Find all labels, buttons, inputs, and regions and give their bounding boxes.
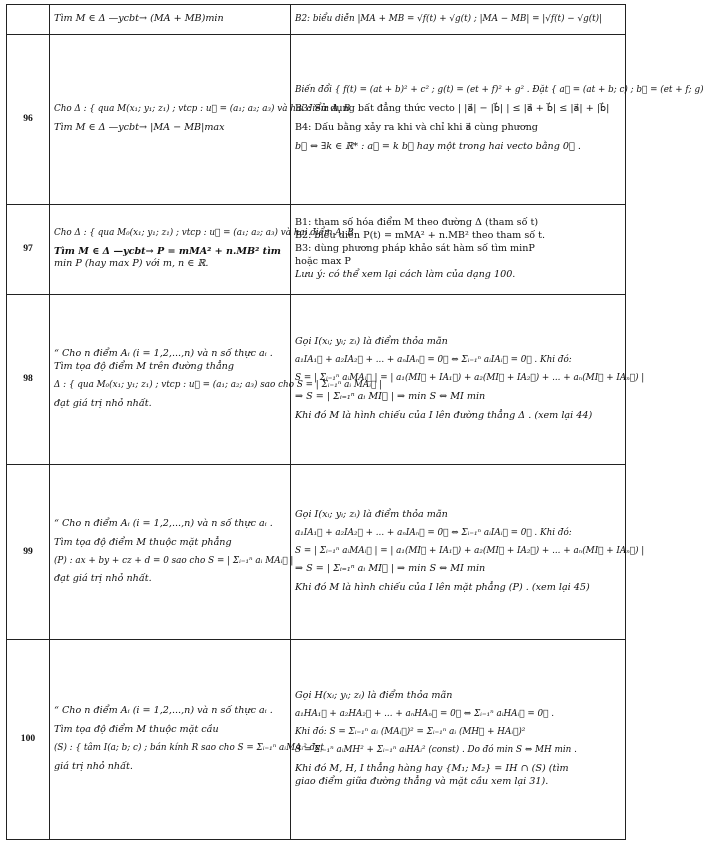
problem-cell [50, 640, 324, 840]
method-line: a₁IA₁⃗ + a₂IA₂⃗ + ... + aₙIAₙ⃗ = 0⃗ ⇔ Σᵢ₌₁ⁿ aᵢIAᵢ⃗ = 0⃗ . Khi đó: [295, 527, 572, 538]
method-line: Biến đổi { f(t) = (at + b)² + c² ; g(t) = (et + f)² + g² . Đặt { a⃗ = (at + b; c) ; b⃗ = (et + f; g) [295, 85, 704, 96]
problem-line: “ Cho n điểm Aᵢ (i = 1,2,...,n) và n số thực aᵢ . [54, 517, 273, 529]
method-cell [291, 465, 645, 640]
method-line: ⇒ S = | Σᵢ₌₁ⁿ aᵢ MI⃗ | ⇒ min S ⇔ MI min [295, 390, 486, 402]
problem-cell [50, 465, 294, 640]
method-line: b⃗ ⇔ ∃k ∈ ℝ* : a⃗ = k b⃗ hay một trong hai vecto bằng 0⃗ . [295, 140, 581, 152]
table-row [7, 205, 626, 295]
problem-line: Tìm M ∈ Δ —ycbt→ P = mMA² + n.MB² tìm [54, 245, 281, 257]
method-line: B3: Sử dụng bất đẳng thức vecto | |a⃗| − |b⃗| | ≤ |a⃗ + b⃗| ≤ |a⃗| + |b⃗| [295, 103, 610, 115]
method-line: Khi đó M là hình chiếu của I lên đường thẳng Δ . (xem lại 44) [295, 409, 593, 421]
problem-line: Cho Δ : { qua M(x₁; y₁; z₁) ; vtcp : u⃗ = (a₁; a₂; a₃) và hai điểm A, B [54, 104, 351, 115]
problem-line: Tìm M ∈ Δ —ycbt→ |MA − MB|max [54, 121, 225, 133]
method-line: S = Σᵢ₌₁ⁿ aᵢMH² + Σᵢ₌₁ⁿ aᵢHAᵢ² (const) . Do đó min S ⇔ MH min . [295, 744, 577, 755]
problem-line: min P (hay max P) với m, n ∈ ℝ. [54, 258, 209, 270]
row-number: 100 [7, 640, 50, 840]
method-cell [291, 5, 626, 35]
problem-line: giá trị nhỏ nhất. [54, 760, 133, 772]
problem-line: Tìm tọa độ điểm M thuộc mặt cầu [54, 724, 219, 736]
method-line: Khi đó M, H, I thẳng hàng hay {M₁; M₂} = IH ∩ (S) (tìm [295, 762, 569, 774]
method-line: Gọi I(xᵢ; yᵢ; zᵢ) là điểm thỏa mãn [295, 336, 448, 348]
method-cell [291, 35, 704, 205]
method-line: S = | Σᵢ₌₁ⁿ aᵢMAᵢ⃗ | = | a₁(MI⃗ + IA₁⃗) + a₂(MI⃗ + IA₂⃗) + ... + aₙ(MI⃗ + IAₙ⃗) | [295, 545, 645, 556]
method-line: Khi đó M là hình chiếu của I lên mặt phẳng (P) . (xem lại 45) [295, 582, 590, 594]
table-row [7, 295, 626, 465]
table-row [7, 640, 626, 840]
problem-line: Δ : { qua M₀(x₁; y₁; z₁) ; vtcp : u⃗ = (a₁; a₂; a₃) sao cho S = | Σᵢ₌₁ⁿ aᵢ MAᵢ⃗ | [54, 380, 383, 391]
table-row [7, 5, 626, 35]
method-line: B2: biểu diễn P(t) = mMA² + n.MB² theo tham số t. [295, 230, 546, 242]
problem-line: “ Cho n điểm Aᵢ (i = 1,2,...,n) và n số thực aᵢ . [54, 705, 273, 717]
table-row [7, 35, 626, 205]
row-number [7, 5, 50, 35]
problem-line: Cho Δ : { qua M₀(x₁; y₁; z₁) ; vtcp : u⃗ = (a₁; a₂; a₃) và hai điểm A, B [54, 227, 354, 238]
table-row [7, 465, 626, 640]
problem-line: (S) : { tâm I(a; b; c) ; bán kính R sao cho S = Σᵢ₌₁ⁿ aᵢMAᵢ² đạt [54, 743, 324, 754]
method-line: Khi đó: S = Σᵢ₌₁ⁿ aᵢ (MAᵢ⃗)² = Σᵢ₌₁ⁿ aᵢ (MH⃗ + HAᵢ⃗)² [295, 727, 526, 738]
row-number: 99 [7, 465, 50, 640]
method-line: S = | Σᵢ₌₁ⁿ aᵢMAᵢ⃗ | = | a₁(MI⃗ + IA₁⃗) + a₂(MI⃗ + IA₂⃗) + ... + aₙ(MI⃗ + IAₙ⃗) | [295, 373, 645, 384]
method-line: B1: tham số hóa điểm M theo đường Δ (tham số t) [295, 217, 539, 229]
problem-line: đạt giá trị nhỏ nhất. [54, 397, 152, 409]
row-number: 98 [7, 295, 50, 465]
problem-cell [50, 5, 291, 35]
method-line: B4: Dấu bằng xảy ra khi và chỉ khi a⃗ cùng phương [295, 121, 538, 133]
method-cell [291, 295, 645, 465]
problem-line: Tìm M ∈ Δ —ycbt→ (MA + MB)min [54, 13, 224, 25]
problem-line: đạt giá trị nhỏ nhất. [54, 573, 152, 585]
problem-line: (P) : ax + by + cz + d = 0 sao cho S = | Σᵢ₌₁ⁿ aᵢ MAᵢ⃗ | [54, 555, 294, 566]
row-number: 96 [7, 35, 50, 205]
method-line: B2: biểu diễn |MA + MB = √f(t) + √g(t) ; |MA − MB| = |√f(t) − √g(t)| [295, 13, 603, 24]
row-number: 97 [7, 205, 50, 295]
method-line: B3: dùng phương pháp khảo sát hàm số tìm minP [295, 243, 535, 255]
method-line: giao điểm giữa đường thẳng và mặt cầu xem lại 31). [295, 775, 549, 787]
method-cell [291, 640, 626, 840]
formula-table [6, 4, 704, 840]
method-line: ⇒ S = | Σᵢ₌₁ⁿ aᵢ MI⃗ | ⇒ min S ⇔ MI min [295, 563, 486, 575]
method-cell [291, 205, 626, 295]
method-line: Lưu ý: có thể xem lại cách làm của dạng 100. [295, 268, 516, 280]
problem-line: “ Cho n điểm Aᵢ (i = 1,2,...,n) và n số thực aᵢ . [54, 348, 273, 360]
problem-line: Tìm tọa độ điểm M thuộc mặt phẳng [54, 536, 232, 548]
method-line: a₁IA₁⃗ + a₂IA₂⃗ + ... + aₙIAₙ⃗ = 0⃗ ⇔ Σᵢ₌₁ⁿ aᵢIAᵢ⃗ = 0⃗ . Khi đó: [295, 355, 572, 366]
method-line: hoặc max P [295, 255, 351, 267]
method-line: Gọi H(xᵢ; yᵢ; zᵢ) là điểm thỏa mãn [295, 690, 453, 702]
method-line: Gọi I(xᵢ; yᵢ; zᵢ) là điểm thỏa mãn [295, 508, 448, 520]
method-line: a₁HA₁⃗ + a₂HA₂⃗ + ... + aₙHAₙ⃗ = 0⃗ ⇔ Σᵢ₌₁ⁿ aᵢHAᵢ⃗ = 0⃗ . [295, 709, 555, 720]
problem-cell [50, 35, 351, 205]
problem-line: Tìm tọa độ điểm M trên đường thẳng [54, 361, 234, 373]
